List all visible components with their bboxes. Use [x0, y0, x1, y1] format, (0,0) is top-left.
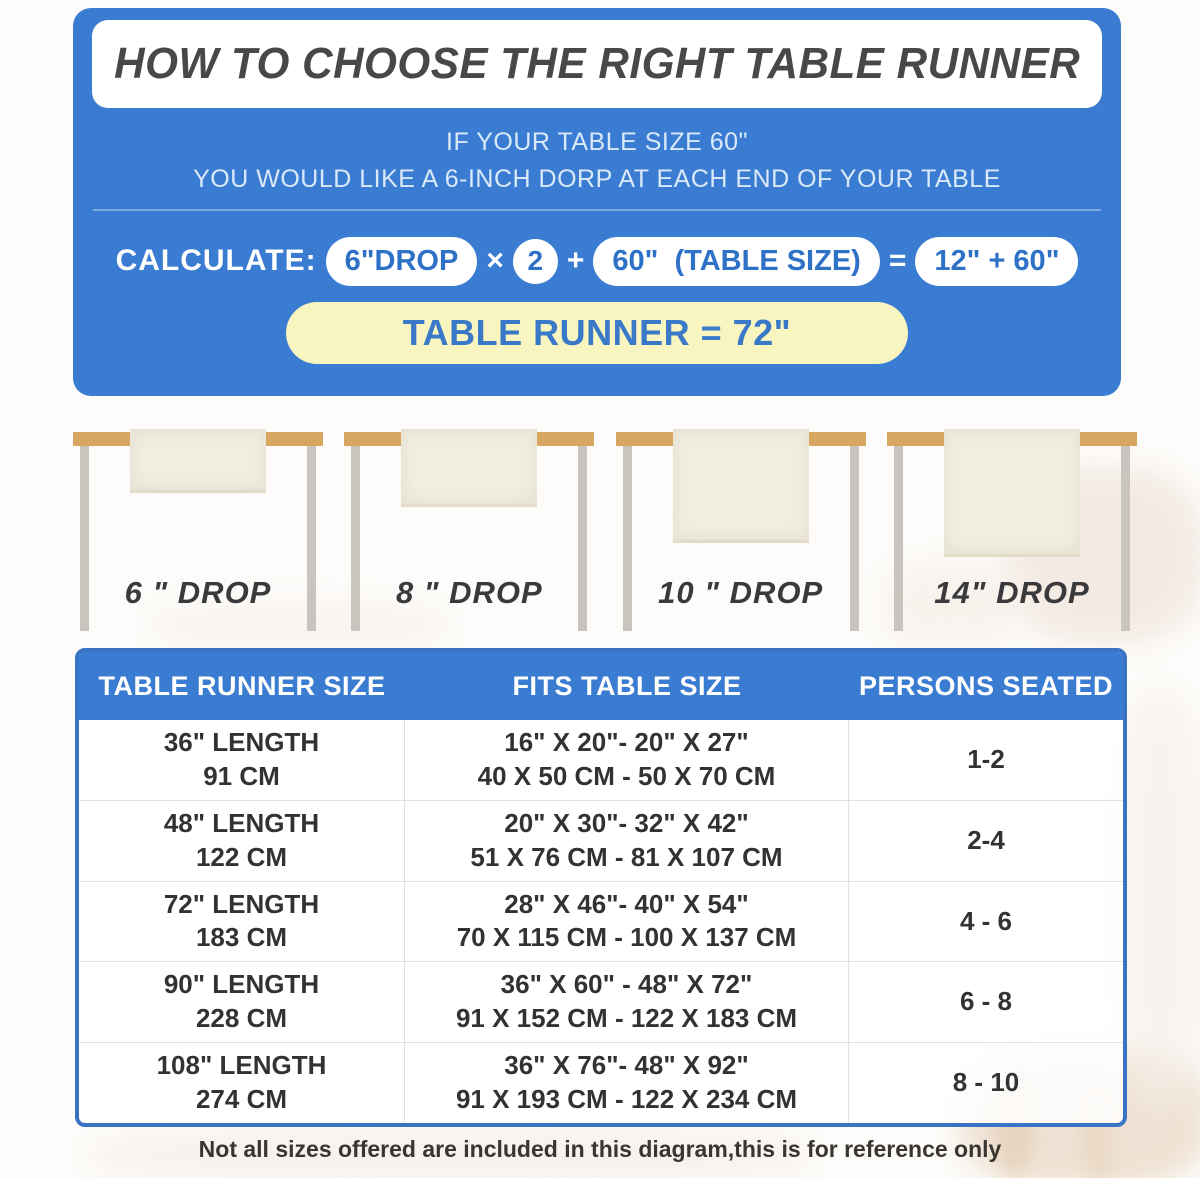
drop-label: 8 " DROP [395, 575, 543, 610]
fits-table-cell: 28" X 46"- 40" X 54" 70 X 115 CM - 100 X 137 CM [405, 882, 849, 962]
drop-label: 10 " DROP [658, 575, 824, 610]
plus-operator: + [566, 244, 585, 277]
column-header-runner-size: TABLE RUNNER SIZE [98, 670, 386, 701]
fits-table-cell: 36" X 76"- 48" X 92" 91 X 193 CM - 122 X 234 CM [405, 1043, 849, 1123]
table-row [79, 720, 1123, 800]
table-size-pill: 60" (TABLE SIZE) [593, 237, 879, 286]
multiplier-badge: 2 [513, 239, 558, 284]
table-row [79, 1042, 1123, 1123]
intro-line-2: YOU WOULD LIKE A 6-INCH DORP AT EACH END OF YOUR TABLE [193, 165, 1001, 193]
runner-size-cell: 48" LENGTH 122 CM [79, 801, 405, 881]
table-row [79, 961, 1123, 1042]
persons-cell: 8 - 10 [952, 1067, 1020, 1098]
column-header-fits-table: FITS TABLE SIZE [512, 670, 742, 701]
column-header-persons: PERSONS SEATED [858, 670, 1114, 701]
calculation-row [73, 232, 1121, 290]
table-illustration-8in [344, 425, 594, 637]
drop-examples [73, 425, 1137, 637]
fits-table-cell: 20" X 30"- 32" X 42" 51 X 76 CM - 81 X 107 CM [405, 801, 849, 881]
persons-cell: 6 - 8 [959, 986, 1013, 1017]
runner-size-cell: 90" LENGTH 228 CM [79, 962, 405, 1042]
size-chart [75, 648, 1127, 1127]
persons-cell: 1-2 [967, 744, 1005, 774]
result-text: TABLE RUNNER = 72" [402, 312, 792, 353]
equals-operator: = [888, 244, 907, 277]
table-row [79, 881, 1123, 962]
result-pill [286, 302, 908, 364]
table-runner-drape [401, 429, 537, 507]
runner-size-cell: 108" LENGTH 274 CM [79, 1043, 405, 1123]
page-title: HOW TO CHOOSE THE RIGHT TABLE RUNNER [113, 39, 1081, 88]
table-runner-drape [673, 429, 809, 543]
table-row [79, 800, 1123, 881]
persons-cell: 4 - 6 [959, 905, 1013, 936]
fits-table-cell: 16" X 20"- 20" X 27" 40 X 50 CM - 50 X 70 CM [405, 720, 849, 800]
intro-line-1: IF YOUR TABLE SIZE 60" [446, 128, 748, 156]
size-chart-header [79, 652, 1123, 720]
drop-value-pill: 6"DROP [326, 237, 478, 286]
drop-label: 14" DROP [934, 575, 1090, 610]
hero-panel [73, 8, 1121, 396]
title-banner [92, 20, 1102, 108]
footer-note: Not all sizes offered are included in this diagram,this is for reference only [198, 1136, 1002, 1162]
fits-table-cell: 36" X 60" - 48" X 72" 91 X 152 CM - 122 X 183 CM [405, 962, 849, 1042]
runner-size-cell: 36" LENGTH 91 CM [79, 720, 405, 800]
table-illustration-14in [887, 425, 1137, 637]
multiply-operator: × [486, 244, 504, 277]
sum-pill: 12" + 60" [915, 237, 1078, 286]
runner-size-cell: 72" LENGTH 183 CM [79, 882, 405, 962]
table-illustration-6in [73, 425, 323, 637]
table-runner-drape [944, 429, 1080, 557]
calculate-label: CALCULATE: [115, 244, 317, 277]
drop-label: 6 " DROP [124, 575, 272, 610]
table-runner-drape [130, 429, 266, 493]
persons-cell: 2-4 [967, 824, 1005, 855]
table-illustration-10in [616, 425, 866, 637]
size-chart-body [79, 720, 1123, 1123]
divider-line [93, 209, 1101, 211]
